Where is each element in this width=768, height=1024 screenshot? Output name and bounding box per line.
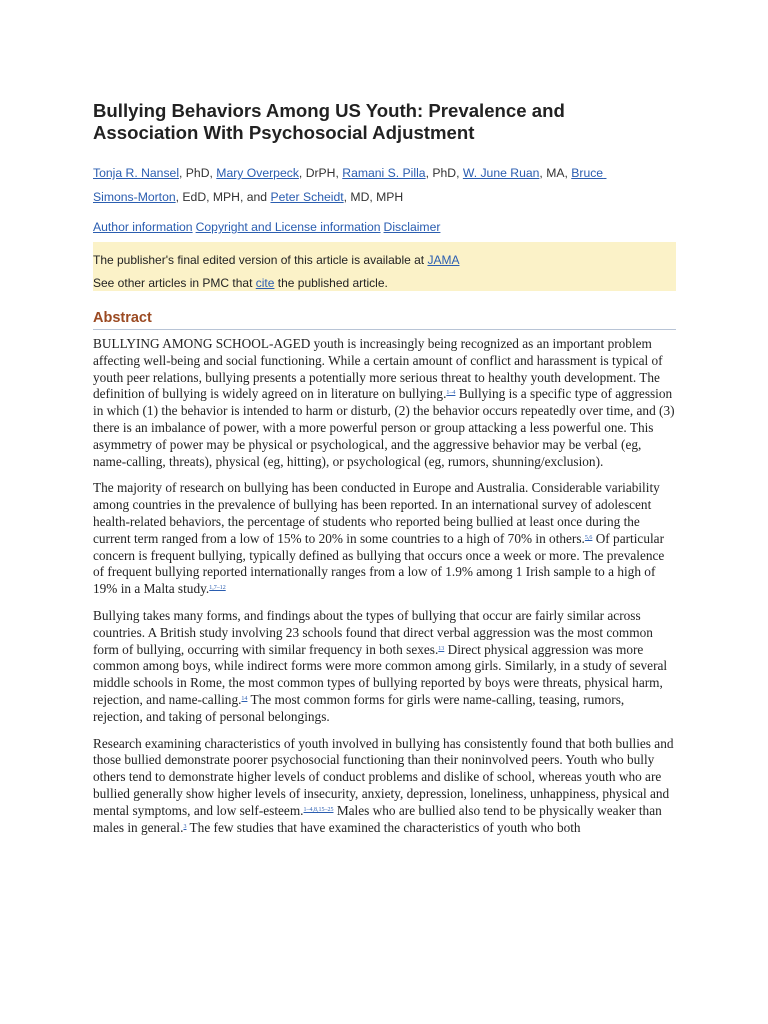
reference-link[interactable]: 13 [438, 645, 445, 652]
reference-link[interactable]: 5,6 [584, 534, 593, 541]
author-information-link[interactable]: Author information [93, 220, 193, 234]
cite-link[interactable]: cite [255, 276, 275, 290]
author-link[interactable]: Mary Overpeck [216, 166, 299, 180]
disclaimer-link[interactable]: Disclaimer [383, 220, 441, 234]
author-link[interactable]: Bruce Simons-Morton [93, 166, 604, 204]
article-body [93, 336, 676, 846]
author-link[interactable]: Ramani S. Pilla [342, 166, 426, 180]
reference-link[interactable]: 14 [241, 695, 248, 702]
reference-link[interactable]: 1–4 [446, 390, 456, 397]
author-link[interactable]: Peter Scheidt [270, 190, 344, 204]
paragraph: Research examining characteristics of youth involved in bullying has consistently found that both bullies and those bullied demonstrate poorer psychosocial functioning than their noninvolved peers. Youth who bully others tend to demonstrate higher levels of conduct problems and dislike of school, whereas youth who are bullied generally show higher levels of insecurity, anxiety, depression, loneliness, unhappiness, physical and mental symptoms, and low self-esteem.$^{1-4,8,15-25}$ Males who are bullied also tend to be physically weaker than males in general.$^3$ The few studies that have examined the characteristics of youth who both [93, 735, 674, 835]
paragraph: BULLYING AMONG SCHOOL-AGED youth is increasingly being recognized as an important problem affecting well-being and social functioning. While a certain amount of conflict and harassment is typical of youth peer relations, bullying presents a potentially more serious threat to healthy youth development. The definition of bullying is widely agreed on in literature on bullying.$^{1-4}$ Bullying is a specific type of aggression in which (1) the behavior is intended to harm or disturb, (2) the behavior occurs repeatedly over time, and (3) there is an imbalance of power, with a more powerful person or group attacking a less powerful one. This asymmetry of power may be physical or psychological, and the aggressive behavior may be verbal (eg, name-calling, threats), physical (eg, hitting), or psychological (eg, rumors, shunning/exclusion). [93, 336, 675, 469]
article-title: Bullying Behaviors Among US Youth: Prevalence and Association With Psychosocial Adjustment [93, 100, 565, 143]
author-list: Tonja R. Nansel, PhD, Mary Overpeck, DrPH, Ramani S. Pilla, PhD, W. June Ruan, MA, Bruce Simons-Morton, EdD, MPH, and Peter Scheidt, MD, MPH [93, 161, 676, 209]
paragraph: Bullying takes many forms, and findings about the types of bullying that occur are fairly similar across countries. A British study involving 23 schools found that direct verbal aggression was the most common form of bullying, occurring with similar frequency in both sexes.$^{13}$ Direct physical aggression was more common among boys, while indirect forms were more common among girls. Similarly, in a study of several middle schools in Rome, the most common types of bullying reported by boys were threats, physical harm, rejection, and name-calling.$^{14}$ The most common forms for girls were name-calling, teasing, rumors, rejection, and taking of personal belongings. [93, 607, 668, 724]
notice-line-1: The publisher's final edited version of this article is available at JAMA [93, 253, 460, 267]
author-link[interactable]: W. June Ruan [462, 166, 540, 180]
author-link[interactable]: Tonja R. Nansel [93, 166, 180, 180]
abstract-heading: Abstract [93, 309, 676, 330]
publisher-notice [93, 242, 676, 291]
info-links [93, 219, 676, 235]
paragraph: The majority of research on bullying has been conducted in Europe and Australia. Considerable variability among countries in the prevalence of bullying has been reported. In an international survey of adolescent health-related behaviors, the percentage of students who reported being bullied at least once during the current term ranged from a low of 15% to 20% in some countries to a high of 70% in others.$^{5,6}$ Of particular concern is frequent bullying, typically defined as bullying that occurs once a week or more. The prevalence of frequent bullying reported internationally ranges from a low of 1.9% among 1 Irish sample to a high of 19% in a Malta study.$^{1,7-12}$ [93, 480, 665, 597]
jama-link[interactable]: JAMA [427, 253, 460, 267]
reference-link[interactable]: 1–4,8,15–25 [303, 806, 334, 813]
reference-link[interactable]: 1,7–12 [209, 585, 226, 592]
copyright-license-link[interactable]: Copyright and License information [195, 220, 381, 234]
reference-link[interactable]: 3 [183, 823, 187, 830]
notice-line-2: See other articles in PMC that cite the published article. [93, 276, 388, 290]
